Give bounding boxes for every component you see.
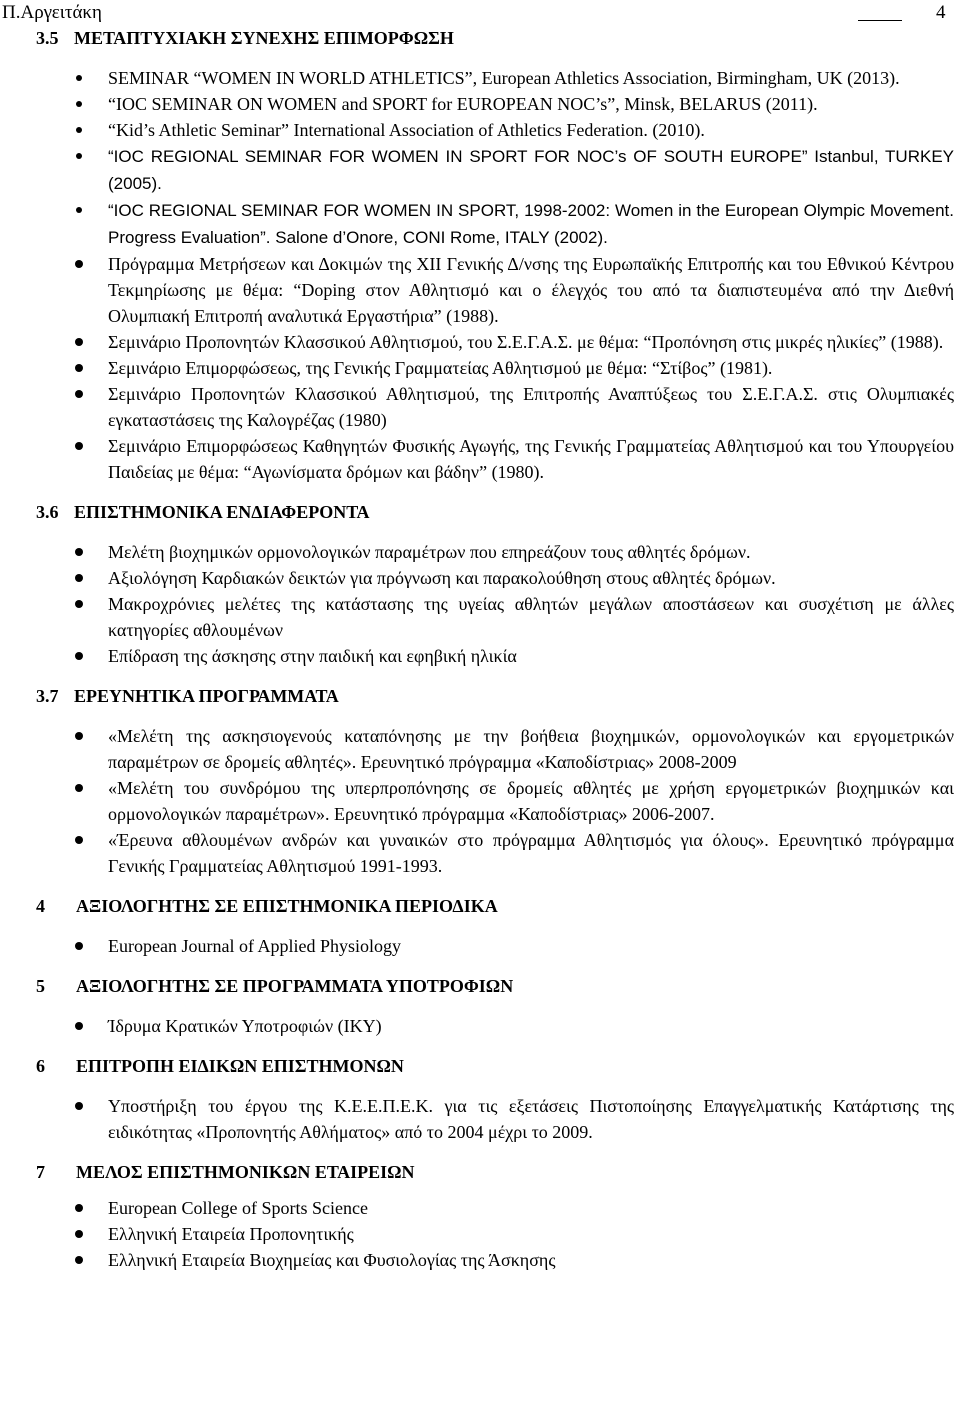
- bullet-list: [0, 933, 960, 959]
- list-item-text: Πρόγραμμα Μετρήσεων και Δοκιμών της XII Γενικής Δ/νσης της Ευρωπαϊκής Επιτροπής και του Εθνικού Κέντρου Τεκμηρίωσης με θέμα: “Doping στον Αθλητισμό και ο έλεγχός του από τα διαπιστευμένα από την Διεθνή Ολυμπιακή Επιτροπή αναλυτικά Εργαστήρια” (1988).: [108, 254, 954, 326]
- list-item: [0, 91, 960, 117]
- bullet-icon: [75, 1102, 83, 1110]
- list-item-text: “IOC SEMINAR ON WOMEN and SPORT for EUROPEAN NOC’s”, Minsk, BELARUS (2011).: [108, 94, 818, 114]
- list-item: [0, 643, 960, 669]
- bullet-icon: [75, 338, 83, 346]
- list-item-text: European Journal of Applied Physiology: [108, 936, 401, 956]
- list-item-text: Σεμινάριο Επιμορφώσεως Καθηγητών Φυσικής Αγωγής, της Γενικής Γραμματείας Αθλητισμού και του Υπουργείου Παιδείας με θέμα: “Αγωνίσματα δρόμων και βάδην” (1980).: [108, 436, 954, 482]
- bullet-icon: [76, 153, 82, 159]
- list-item-text: “IOC REGIONAL SEMINAR FOR WOMEN IN SPORT, 1998-2002: Women in the European Olympic Movement. Progress Evaluation”. Salone d’Onore, CONI Rome, ITALY (2002).: [108, 201, 954, 247]
- bullet-icon: [75, 1204, 83, 1212]
- section-heading: [36, 975, 960, 997]
- bullet-icon: [75, 548, 83, 556]
- list-item: [0, 381, 960, 433]
- list-item: [0, 1093, 960, 1145]
- list-item: [0, 65, 960, 91]
- list-item: [0, 775, 960, 827]
- section-6: [0, 1055, 960, 1145]
- list-item-text: Ελληνική Εταιρεία Προπονητικής: [108, 1224, 354, 1244]
- list-item-text: Μακροχρόνιες μελέτες της κατάστασης της υγείας αθλητών μεγάλων αποστάσεων και συσχέτιση με άλλες κατηγορίες αθλουμένων: [108, 594, 954, 640]
- bullet-icon: [76, 207, 82, 213]
- bullet-list: [0, 1195, 960, 1273]
- header-author: Π.Αργειτάκη: [2, 2, 102, 23]
- list-item: [0, 355, 960, 381]
- bullet-list: [0, 1093, 960, 1145]
- page-header: [0, 0, 960, 26]
- list-item-text: SEMINAR “WOMEN IN WORLD ATHLETICS”, European Athletics Association, Birmingham, UK (2013).: [108, 68, 900, 88]
- bullet-icon: [75, 442, 83, 450]
- section-heading: [36, 895, 960, 917]
- list-item: [0, 433, 960, 485]
- section-title: ΜΕΛΟΣ ΕΠΙΣΤΗΜΟΝΙΚΩΝ ΕΤΑΙΡΕΙΩΝ: [76, 1162, 415, 1182]
- page-number: 4: [936, 2, 946, 23]
- section-title: ΕΠΙΤΡΟΠΗ ΕΙΔΙΚΩΝ ΕΠΙΣΤΗΜΟΝΩΝ: [76, 1056, 404, 1076]
- section-heading: [36, 27, 960, 49]
- list-item: [0, 117, 960, 143]
- bullet-icon: [75, 390, 83, 398]
- section-5: [0, 975, 960, 1039]
- section-title: ΑΞΙΟΛΟΓΗΤΗΣ ΣΕ ΕΠΙΣΤΗΜΟΝΙΚΑ ΠΕΡΙΟΔΙΚΑ: [76, 896, 498, 916]
- list-item: [0, 565, 960, 591]
- section-3-6: [0, 501, 960, 669]
- list-item: [0, 723, 960, 775]
- section-number: 5: [36, 976, 45, 996]
- bullet-icon: [75, 260, 83, 268]
- section-title: ΜΕΤΑΠΤΥΧΙΑΚΗ ΣΥΝΕΧΗΣ ΕΠΙΜΟΡΦΩΣΗ: [74, 28, 454, 48]
- list-item: [0, 591, 960, 643]
- section-title: ΕΡΕΥΝΗΤΙΚΑ ΠΡΟΓΡΑΜΜΑΤΑ: [74, 686, 339, 706]
- list-item: [0, 197, 960, 251]
- section-number: 3.5: [36, 28, 59, 48]
- bullet-icon: [75, 942, 83, 950]
- section-number: 3.7: [36, 686, 59, 706]
- list-item: [0, 933, 960, 959]
- bullet-icon: [75, 1022, 83, 1030]
- list-item: [0, 329, 960, 355]
- bullet-icon: [75, 652, 83, 660]
- section-title: ΕΠΙΣΤΗΜΟΝΙΚΑ ΕΝΔΙΑΦΕΡΟΝΤΑ: [74, 502, 370, 522]
- list-item-text: Ελληνική Εταιρεία Βιοχημείας και Φυσιολογίας της Άσκησης: [108, 1250, 556, 1270]
- section-number: 7: [36, 1162, 45, 1182]
- list-item-text: Σεμινάριο Προπονητών Κλασσικού Αθλητισμού, του Σ.Ε.Γ.Α.Σ. με θέμα: “Προπόνηση στις μικρές ηλικίες” (1988).: [108, 332, 944, 352]
- bullet-icon: [75, 732, 83, 740]
- list-item-text: Υποστήριξη του έργου της Κ.Ε.Ε.Π.Ε.Κ. για τις εξετάσεις Πιστοποίησης Επαγγελματικής Κατάρτισης της ειδικότητας «Προπονητής Αθλήματος» από το 2004 μέχρι το 2009.: [108, 1096, 954, 1142]
- bullet-icon: [76, 101, 82, 107]
- section-4: [0, 895, 960, 959]
- list-item-text: Σεμινάριο Επιμορφώσεως, της Γενικής Γραμματείας Αθλητισμού με θέμα: “Στίβος” (1981).: [108, 358, 773, 378]
- list-item-text: Επίδραση της άσκησης στην παιδική και εφηβική ηλικία: [108, 646, 517, 666]
- list-item: [0, 1247, 960, 1273]
- section-heading: [36, 1161, 960, 1183]
- list-item: [0, 251, 960, 329]
- bullet-icon: [75, 836, 83, 844]
- list-item-text: Ίδρυμα Κρατικών Υποτροφιών (ΙΚΥ): [108, 1016, 382, 1036]
- list-item: [0, 1221, 960, 1247]
- list-item-text: Αξιολόγηση Καρδιακών δεικτών για πρόγνωση και παρακολούθηση στους αθλητές δρόμων.: [108, 568, 776, 588]
- bullet-list: [0, 1013, 960, 1039]
- section-3-7: [0, 685, 960, 879]
- section-7: [0, 1161, 960, 1273]
- section-title: ΑΞΙΟΛΟΓΗΤΗΣ ΣΕ ΠΡΟΓΡΑΜΜΑΤΑ ΥΠΟΤΡΟΦΙΩΝ: [76, 976, 514, 996]
- bullet-list: [0, 65, 960, 485]
- list-item: [0, 827, 960, 879]
- list-item: [0, 143, 960, 197]
- list-item-text: «Μελέτη του συνδρόμου της υπερπροπόνησης σε δρομείς αθλητές με χρήση εργομετρικών βιοχημικών και ορμονολογικών παραμέτρων». Ερευνητικό πρόγραμμα «Καποδίστριας» 2006-2007.: [108, 778, 954, 824]
- list-item-text: “Kid’s Athletic Seminar” International Association of Athletics Federation. (2010).: [108, 120, 705, 140]
- list-item: [0, 1195, 960, 1221]
- section-number: 3.6: [36, 502, 59, 522]
- bullet-icon: [75, 574, 83, 582]
- bullet-icon: [75, 1230, 83, 1238]
- bullet-icon: [76, 127, 82, 133]
- bullet-icon: [75, 1256, 83, 1264]
- list-item-text: European College of Sports Science: [108, 1198, 368, 1218]
- list-item-text: «Έρευνα αθλουμένων ανδρών και γυναικών στο πρόγραμμα Αθλητισμός για όλους». Ερευνητικό πρόγραμμα Γενικής Γραμματείας Αθλητισμού 1991-1993.: [108, 830, 954, 876]
- list-item: [0, 539, 960, 565]
- list-item: [0, 1013, 960, 1039]
- header-rule: [858, 20, 902, 21]
- section-heading: [36, 1055, 960, 1077]
- section-heading: [36, 501, 960, 523]
- bullet-icon: [76, 75, 82, 81]
- list-item-text: “IOC REGIONAL SEMINAR FOR WOMEN IN SPORT FOR NOC’s OF SOUTH EUROPE” Istanbul, TURKEY (2005).: [108, 147, 954, 193]
- bullet-icon: [75, 364, 83, 372]
- bullet-list: [0, 539, 960, 669]
- section-number: 4: [36, 896, 45, 916]
- bullet-list: [0, 723, 960, 879]
- bullet-icon: [75, 784, 83, 792]
- section-3-5: [0, 27, 960, 485]
- list-item-text: Μελέτη βιοχημικών ορμονολογικών παραμέτρων που επηρεάζουν τους αθλητές δρόμων.: [108, 542, 751, 562]
- bullet-icon: [75, 600, 83, 608]
- list-item-text: «Μελέτη της ασκησιογενούς καταπόνησης με την βοήθεια βιοχημικών, ορμονολογικών και εργομετρικών παραμέτρων σε δρομείς αθλητές». Ερευνητικό πρόγραμμα «Καποδίστριας» 2008-2009: [108, 726, 954, 772]
- section-heading: [36, 685, 960, 707]
- section-number: 6: [36, 1056, 45, 1076]
- list-item-text: Σεμινάριο Προπονητών Κλασσικού Αθλητισμού, της Επιτροπής Αναπτύξεως του Σ.Ε.Γ.Α.Σ. στις Ολυμπιακές εγκαταστάσεις της Καλογρέζας (1980): [108, 384, 954, 430]
